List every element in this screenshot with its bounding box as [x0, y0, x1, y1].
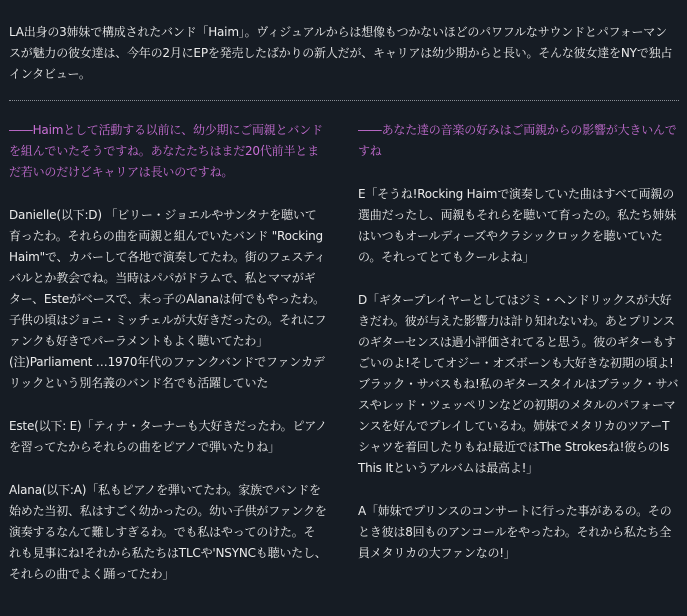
right-column — [358, 120, 680, 586]
interview-question-2: ――あなた達の音楽の好みはご両親からの影響が大きいんですね — [358, 123, 677, 158]
answer-este-2: E「そうね!Rocking Haimで演奏していた曲はすべて両親の選曲だったし、両親もそれらを聴いて育ったの。私たち姉妹はいつもオールディーズやクラシックロックを聴いていたの。それってとてもクールよね」 — [358, 187, 677, 264]
dotted-divider — [9, 100, 679, 101]
intro-paragraph: LA出身の3姉妹で構成されたバンド「Haim」。ヴィジュアルからは想像もつかないほどのパワフルなサウンドとパフォーマンスが魅力の彼女達は、今年の2月にEPを発売したばかりの新人だが、キャリアは幼少期からと長い。そんな彼女達をNYで独占インタビュー。 — [9, 25, 673, 81]
answer-alana-2: A「姉妹でプリンスのコンサートに行った事があるの。そのとき彼は8回ものアンコールをやったわ。それから私たち全員メタリカの大ファンなの!」 — [358, 504, 672, 560]
left-column — [9, 120, 327, 607]
answer-danielle-2: D「ギタープレイヤーとしてはジミ・ヘンドリックスが大好きだわ。彼が与えた影響力は計り知れないわ。あとプリンスのギターセンスは過小評価されてると思う。彼のギターもすごいのよ!そしてオジー・オズボーンも大好きな初期の頃よ!ブラック・サバスもね!私のギタースタイルはブラック・サバスやレッド・ツェッペリンなどの初期のメタルのパフォーマンスを好んでプレイしているわ。姉妹でメタリカのツアーTシャツを着回したりもね!最近ではThe Strokesね!彼らのIs This Itというアルバムは最高よ!」 — [358, 293, 679, 475]
answer-este-1: Este(以下: E)「ティナ・ターナーも大好きだったわ。ピアノを習ってたからそれらの曲をピアノで弾いたりね」 — [9, 419, 327, 454]
answer-alana-1: Alana(以下:A)「私もピアノを弾いてたわ。家族でバンドを始めた当初、私はすごく幼かったの。幼い子供がファンクを演奏するなんて難しすぎるわ。でも私はやってのけた。それも見事にね!それから私たちはTLCや'NSYNCも聴いたし、それらの曲でよく踊ってたわ」 — [9, 483, 327, 581]
interview-question-1: ――Haimとして活動する以前に、幼少期にご両親とバンドを組んでいたそうですね。あなたたちはまだ20代前半とまだ若いのだけどキャリアは長いのですね。 — [9, 123, 323, 179]
parliament-note: (注)Parliament …1970年代のファンクバンドでファンカデリックという別名義のバンド名でも活躍していた — [9, 355, 325, 390]
answer-danielle-1: Danielle(以下:D) 「ビリー・ジョエルやサンタナを聴いて育ったわ。それらの曲を両親と組んでいたバンド "Rocking Haim"で、カバーして各地で演奏してたわ。街のフェスティバルとか教会でね。当時はパパがドラムで、私とママがギター、Esteがベースで、末っ子のAlanaは何でもやったわ。子供の頃はジョニ・ミッチェルが大好きだったの。それにファンクも好きでパーラメントもよく聴いてたわ」 — [9, 208, 327, 348]
